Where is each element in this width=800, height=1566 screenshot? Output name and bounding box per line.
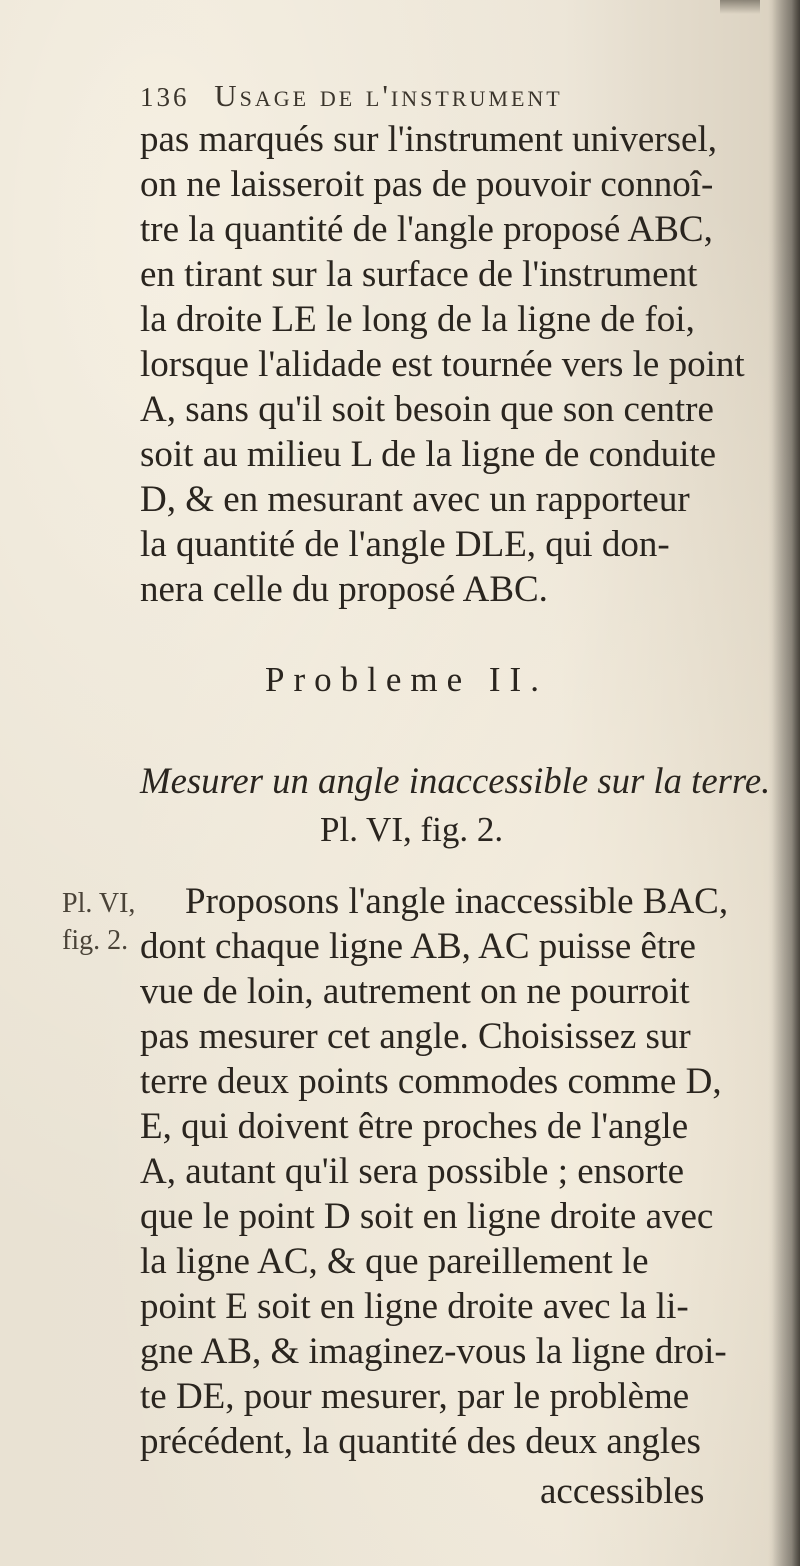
running-title: Usage de l'instrument <box>214 78 563 113</box>
running-head <box>140 78 563 114</box>
problem-statement: Mesurer un angle inaccessible sur la terre. <box>140 761 771 802</box>
text-line: A, autant qu'il sera possible ; ensorte <box>140 1151 685 1192</box>
text-line: terre deux points commodes comme D, <box>140 1061 722 1102</box>
margin-note-figure: fig. 2. <box>62 925 129 956</box>
text-line: gne AB, & imaginez-vous la ligne droi- <box>140 1331 727 1372</box>
page-stain <box>720 0 760 14</box>
text-line: nera celle du proposé ABC. <box>140 569 548 610</box>
page-edge-shadow <box>772 0 800 1566</box>
figure-reference: Pl. VI, fig. 2. <box>320 810 504 849</box>
text-line: Proposons l'angle inaccessible BAC, <box>185 881 729 922</box>
text-line: te DE, pour mesurer, par le problème <box>140 1376 690 1417</box>
text-line: que le point D soit en ligne droite avec <box>140 1196 714 1237</box>
text-line: pas marqués sur l'instrument universel, <box>140 119 717 160</box>
text-line: la droite LE le long de la ligne de foi, <box>140 299 695 340</box>
text-line: en tirant sur la surface de l'instrument <box>140 254 698 295</box>
page-number: 136 <box>140 82 190 112</box>
text-line: D, & en mesurant avec un rapporteur <box>140 479 690 520</box>
text-line: A, sans qu'il soit besoin que son centre <box>140 389 714 430</box>
text-line: soit au milieu L de la ligne de conduite <box>140 434 717 475</box>
text-line: lorsque l'alidade est tournée vers le point <box>140 344 745 385</box>
text-line: pas mesurer cet angle. Choisissez sur <box>140 1016 691 1057</box>
problem-heading: Probleme II. <box>265 660 548 699</box>
text-line: point E soit en ligne droite avec la li- <box>140 1286 689 1327</box>
text-line: précédent, la quantité des deux angles <box>140 1421 701 1462</box>
text-line: la quantité de l'angle DLE, qui don- <box>140 524 670 565</box>
text-line: la ligne AC, & que pareillement le <box>140 1241 649 1282</box>
catchword: accessibles <box>540 1471 705 1512</box>
text-line: tre la quantité de l'angle proposé ABC, <box>140 209 713 250</box>
text-line: E, qui doivent être proches de l'angle <box>140 1106 689 1147</box>
margin-note-plate: Pl. VI, <box>62 888 136 919</box>
text-line: on ne laisseroit pas de pouvoir connoî- <box>140 164 714 205</box>
text-line: vue de loin, autrement on ne pourroit <box>140 971 690 1012</box>
text-line: dont chaque ligne AB, AC puisse être <box>140 926 696 967</box>
